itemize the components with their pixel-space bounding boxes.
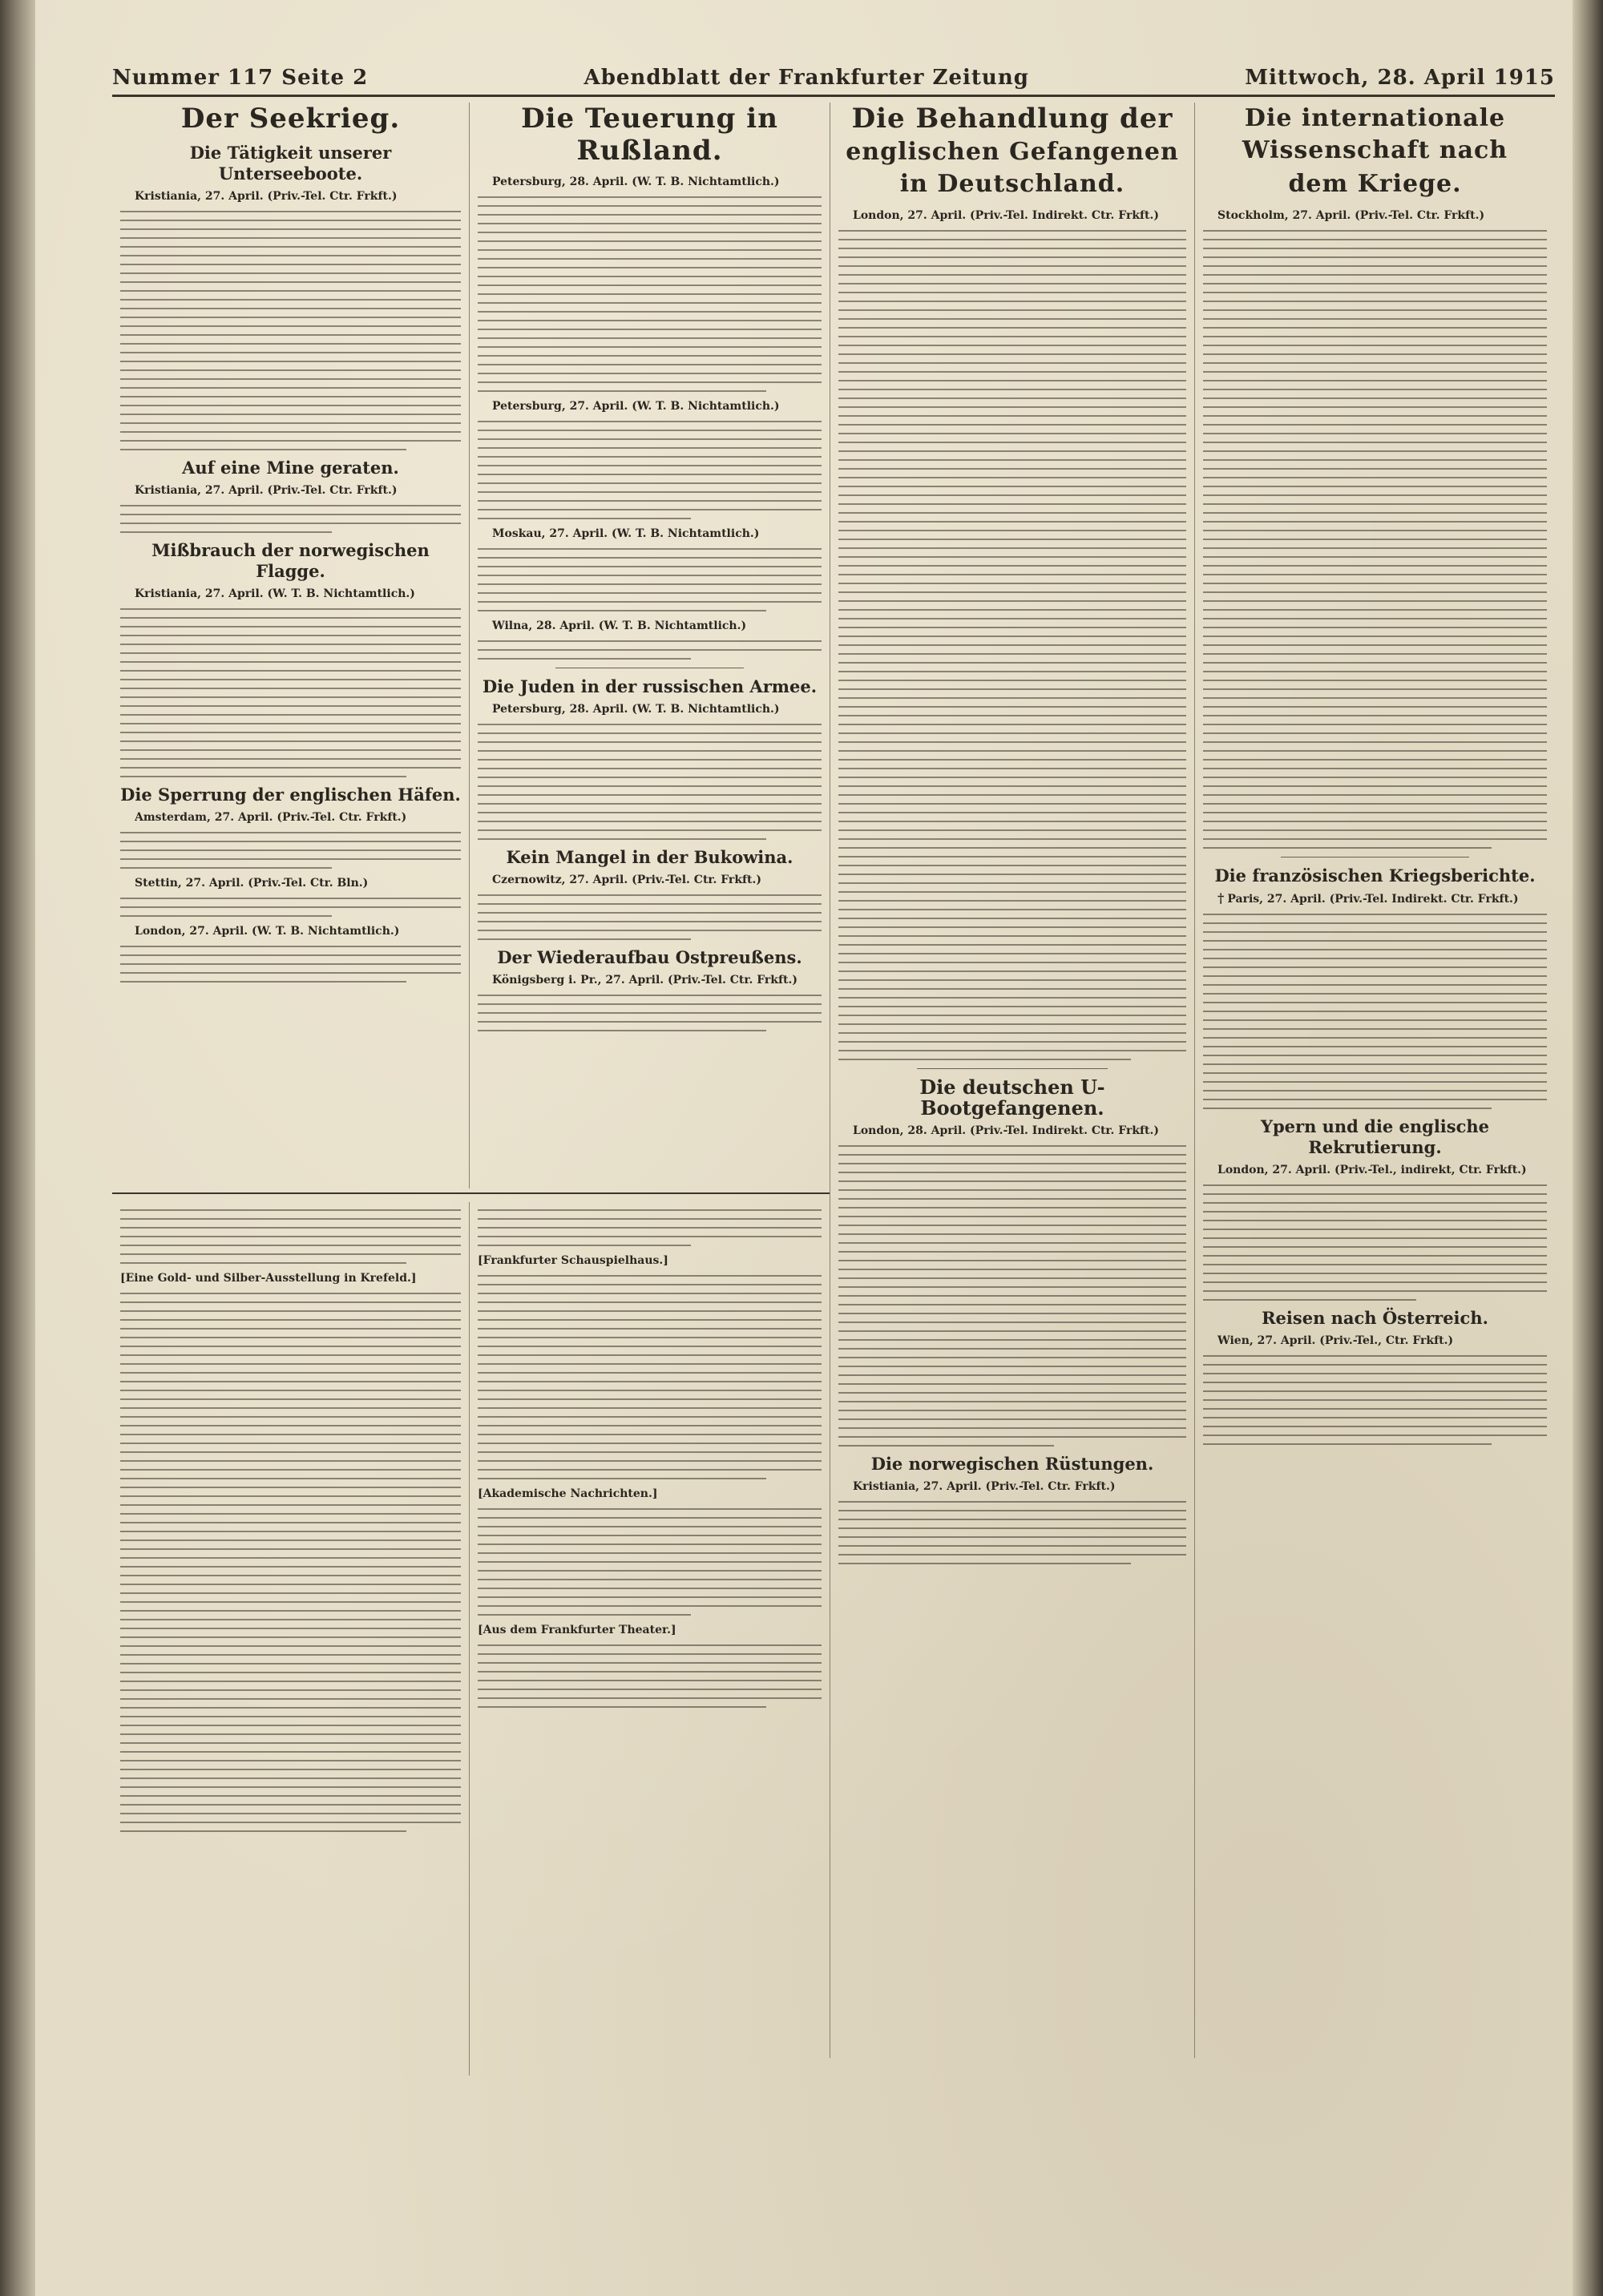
article-body (478, 421, 822, 519)
article-body (478, 640, 822, 660)
article-body (120, 1293, 461, 1832)
article-body (120, 946, 461, 983)
headline-teuerung: Die Teuerung in Rußland. (521, 103, 778, 167)
subheading-ostpreussen: Der Wiederaufbau Ostpreußens. (497, 947, 802, 967)
article-body (120, 608, 461, 777)
book-binding (0, 0, 35, 2296)
newspaper-title: Abendblatt der Frankfurter Zeitung (583, 66, 1029, 90)
feuilleton-column-left (112, 1202, 469, 2076)
article-body (478, 196, 822, 392)
article-body (478, 995, 822, 1031)
headline-wissenschaft-2: dem Kriege. (1288, 170, 1462, 198)
article-body (120, 211, 461, 450)
dateline: Kristiania, 27. April. (Priv.-Tel. Ctr. Frkft.) (135, 484, 398, 497)
article-body (478, 1209, 822, 1246)
dateline: Czernowitz, 27. April. (Priv.-Tel. Ctr. Frkft.) (492, 874, 761, 886)
dateline: Amsterdam, 27. April. (Priv.-Tel. Ctr. Frkft.) (135, 811, 407, 824)
dateline: London, 28. April. (Priv.-Tel. Indirekt. Ctr. Frkft.) (853, 1124, 1160, 1137)
dateline: Petersburg, 28. April. (W. T. B. Nichtamtlich.) (492, 703, 780, 716)
subheading-rekrutierung: Ypern und die englische Rekrutierung. (1260, 1116, 1490, 1157)
dateline: London, 27. April. (W. T. B. Nichtamtlich.) (135, 925, 400, 938)
dateline: Stettin, 27. April. (Priv.-Tel. Ctr. Bln.) (135, 877, 369, 890)
article-body (1203, 230, 1547, 849)
headline-seekrieg: Der Seekrieg. (180, 103, 401, 135)
column-teuerung (469, 103, 830, 1188)
dateline: Wilna, 28. April. (W. T. B. Nichtamtlich.) (492, 619, 747, 632)
page-edge (1573, 0, 1603, 2296)
feuilleton-heading: [Akademische Nachrichten.] (478, 1487, 658, 1500)
dateline: Stockholm, 27. April. (Priv.-Tel. Ctr. Frkft.) (1217, 209, 1485, 222)
subheading-kriegsberichte: Die französischen Kriegsberichte. (1214, 866, 1536, 886)
dateline: Moskau, 27. April. (W. T. B. Nichtamtlich.) (492, 527, 760, 540)
headline-wissenschaft-1: Die internationale Wissenschaft nach (1242, 104, 1508, 164)
dateline (1203, 891, 1547, 906)
article-body (120, 505, 461, 533)
column-wissenschaft (1194, 103, 1555, 2058)
subheading-unterseeboote: Die Tätigkeit unserer Unterseeboote. (189, 143, 392, 184)
article-body (1203, 1355, 1547, 1445)
dateline: London, 27. April. (Priv.-Tel. Indirekt. Ctr. Frkft.) (853, 209, 1160, 222)
dateline: Königsberg i. Pr., 27. April. (Priv.-Tel. Ctr. Frkft.) (492, 974, 797, 987)
column-seekrieg (112, 103, 469, 1188)
article-body (478, 1275, 822, 1479)
article-body (478, 724, 822, 840)
feuilleton-rule (112, 1192, 830, 1194)
dateline: Petersburg, 28. April. (W. T. B. Nichtamtlich.) (492, 176, 780, 188)
article-body (838, 1145, 1186, 1447)
article-body (478, 1644, 822, 1708)
article-body (120, 1209, 461, 1264)
subheading-haefen: Die Sperrung der englischen Häfen. (120, 785, 461, 805)
dateline: Kristiania, 27. April. (Priv.-Tel. Ctr. Frkft.) (853, 1480, 1116, 1493)
dateline: Kristiania, 27. April. (Priv.-Tel. Ctr. Frkft.) (135, 190, 398, 203)
subheading-ruestungen: Die norwegischen Rüstungen. (870, 1454, 1154, 1474)
article-body (120, 832, 461, 869)
article-body (478, 1508, 822, 1616)
issue-date: Mittwoch, 28. April 1915 (1245, 66, 1555, 90)
dateline: Petersburg, 27. April. (W. T. B. Nichtamtlich.) (492, 400, 780, 413)
feuilleton-heading: [Eine Gold- und Silber-Ausstellung in Krefeld.] (120, 1272, 417, 1285)
article-body (478, 548, 822, 611)
headline-gefangene-1: Die Behandlung der (851, 103, 1173, 135)
subheading-juden: Die Juden in der russischen Armee. (482, 676, 818, 696)
divider (917, 1068, 1108, 1069)
subheading-bukowina: Kein Mangel in der Bukowina. (506, 847, 793, 867)
feuilleton-heading: [Aus dem Frankfurter Theater.] (478, 1624, 676, 1636)
dateline: Wien, 27. April. (Priv.-Tel., Ctr. Frkft.) (1217, 1334, 1454, 1347)
dateline: Kristiania, 27. April. (W. T. B. Nichtamtlich.) (135, 587, 415, 600)
feuilleton-heading: [Frankfurter Schauspielhaus.] (478, 1254, 668, 1267)
article-body (1203, 914, 1547, 1109)
masthead (112, 58, 1555, 97)
subheading-mine: Auf eine Mine geraten. (182, 458, 399, 478)
dateline-text: Paris, 27. April. (Priv.-Tel. Indirekt. Ctr. Frkft.) (1227, 893, 1519, 906)
issue-number: Nummer 117 Seite 2 (112, 66, 369, 90)
dateline: London, 27. April. (Priv.-Tel., indirekt, Ctr. Frkft.) (1217, 1164, 1527, 1176)
column-gefangene (830, 103, 1194, 2058)
subheading-u-bootgefangene: Die deutschen U-Bootgefangenen. (919, 1075, 1105, 1120)
subheading-oesterreich: Reisen nach Österreich. (1262, 1308, 1488, 1328)
article-body (478, 894, 822, 940)
feuilleton-column-right (469, 1202, 830, 2076)
article-body (838, 1501, 1186, 1564)
subheading-flagge: Mißbrauch der norwegischen Flagge. (151, 540, 430, 581)
article-body (120, 898, 461, 917)
dagger-icon: † (1217, 890, 1225, 906)
headline-gefangene-2: englischen Gefangenen in Deutschland. (846, 138, 1179, 198)
article-body (838, 230, 1186, 1060)
article-body (1203, 1184, 1547, 1301)
